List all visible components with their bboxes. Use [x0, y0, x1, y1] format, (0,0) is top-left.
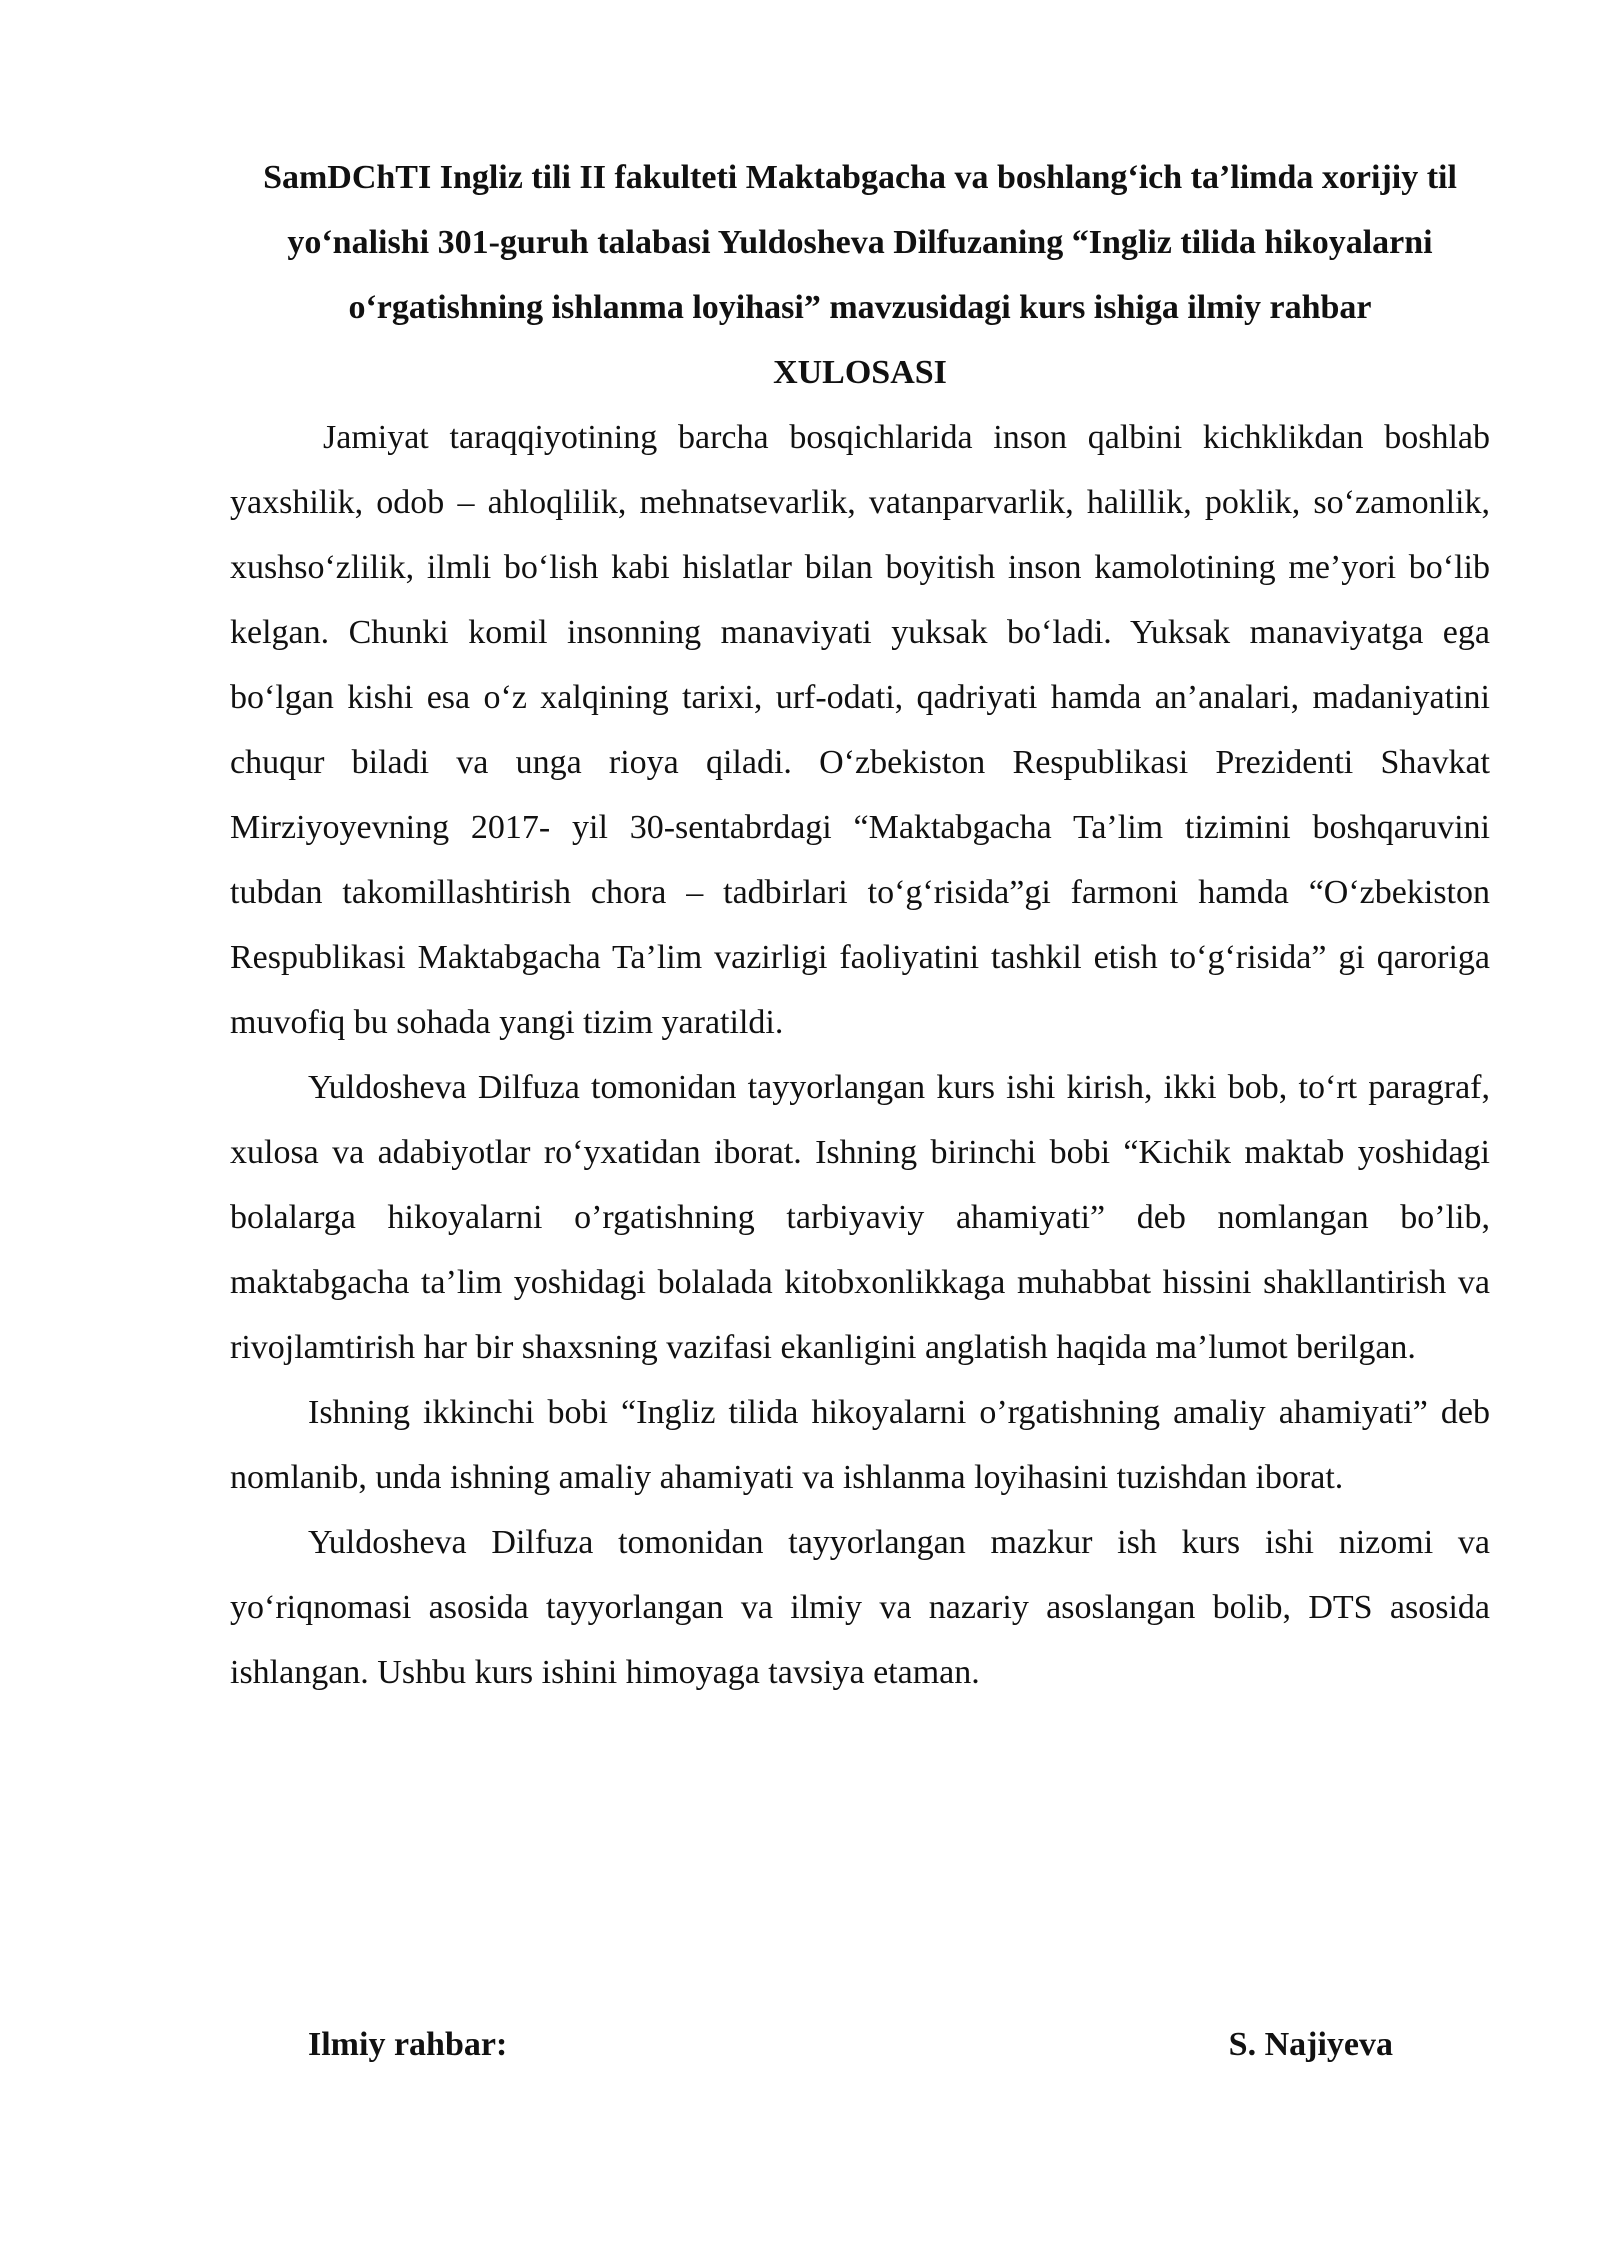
paragraph-2: Yuldosheva Dilfuza tomonidan tayyorlangan kurs ishi kirish, ikki bob, to‘rt paragraf, xulosa va adabiyotlar ro‘yxatidan iborat. Ishning birinchi bobi “Kichik maktab yoshidagi bolalarga hikoyalarni o’rgatishning tarbiyaviy ahamiyati” deb nomlangan bo’lib, maktabgacha ta’lim yoshidagi bolalada kitobxonlikkaga muhabbat hissini shakllantirish va rivojlamtirish har bir shaxsning vazifasi ekanligini anglatish haqida ma’lumot berilgan. [230, 1069, 1490, 1366]
document-heading: SamDChTI Ingliz tili II fakulteti Maktabgacha va boshlang‘ich ta’limda xorijiy til yo‘nalishi 301-guruh talabasi Yuldosheva Dilfuzaning “Ingliz tilida hikoyalarni o‘rgatishning ishlanma loyihasi” mavzusidagi kurs ishiga ilmiy rahbar [263, 159, 1457, 326]
paragraph-1: Jamiyat taraqqiyotining barcha bosqichlarida inson qalbini kichklikdan boshlab yaxshilik, odob – ahloqlilik, mehnatsevarlik, vatanparvarlik, halillik, poklik, so‘zamonlik, xushso‘zlilik, ilmli bo‘lish kabi hislatlar bilan boyitish inson kamolotining me’yori bo‘lib kelgan. Chunki komil insonning manaviyati yuksak bo‘ladi. Yuksak manaviyatga ega bo‘lgan kishi esa o‘z xalqining tarixi, urf-odati, qadriyati hamda an’analari, madaniyatini chuqur biladi va unga rioya qiladi. O‘zbekiston Respublikasi Prezidenti Shavkat Mirziyoyevning 2017- yil 30-sentabrdagi “Maktabgacha Ta’lim tizimini boshqaruvini tubdan takomillashtirish chora – tadbirlari to‘g‘risida”gi farmoni hamda “O‘zbekiston Respublikasi Maktabgacha Ta’lim vazirligi faoliyatini tashkil etish to‘g‘risida” gi qaroriga muvofiq bu sohada yangi tizim yaratildi. [230, 419, 1490, 1041]
document-body [230, 145, 1490, 1705]
signature-label: Ilmiy rahbar: [308, 2026, 508, 2063]
document-title: XULOSASI [773, 354, 947, 391]
signature-line [308, 2012, 1393, 2077]
paragraph-4: Yuldosheva Dilfuza tomonidan tayyorlangan mazkur ish kurs ishi nizomi va yo‘riqnomasi asosida tayyorlangan va ilmiy va nazariy asoslangan bolib, DTS asosida ishlangan. Ushbu kurs ishini himoyaga tavsiya etaman. [230, 1524, 1490, 1691]
signature-name: S. Najiyeva [1228, 2026, 1393, 2063]
paragraph-3: Ishning ikkinchi bobi “Ingliz tilida hikoyalarni o’rgatishning amaliy ahamiyati” deb nomlanib, unda ishning amaliy ahamiyati va ishlanma loyihasini tuzishdan iborat. [230, 1394, 1490, 1496]
